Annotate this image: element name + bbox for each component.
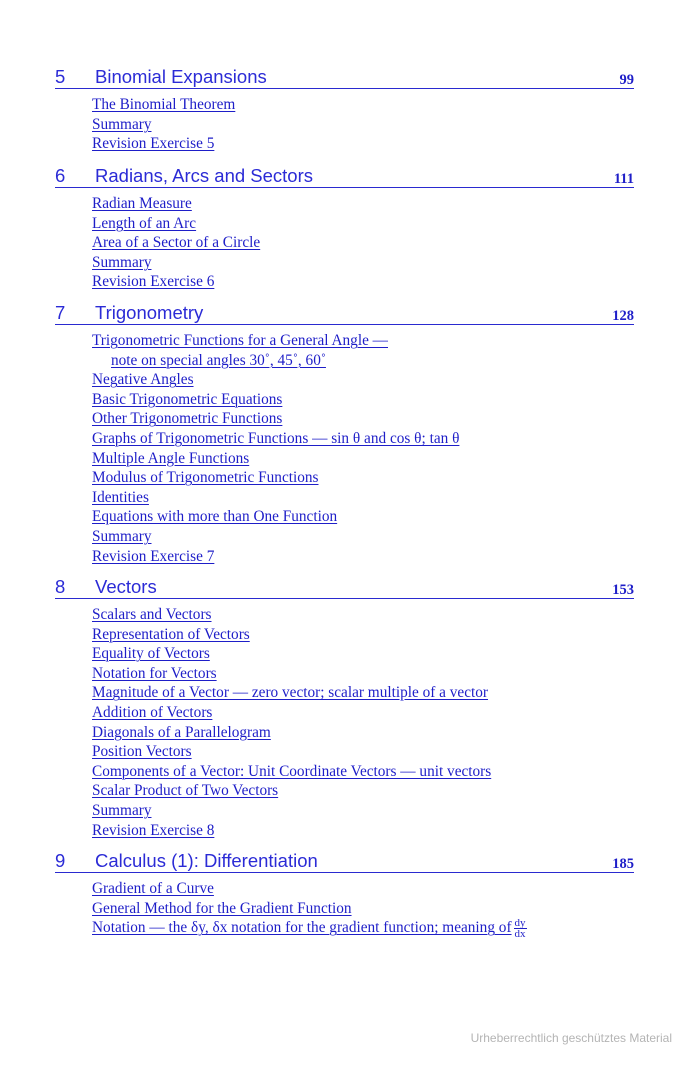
chapter-9 [55,850,634,941]
chapter-page-number: 185 [612,856,634,872]
section-link[interactable]: Trigonometric Functions for a General Angle — [92,332,388,349]
chapter-title: Radians, Arcs and Sectors [95,165,313,186]
section-link[interactable]: Revision Exercise 6 [92,273,215,291]
section-link[interactable]: Negative Angles [92,371,194,389]
section-link[interactable]: Identities [92,488,149,506]
section-list [92,95,634,154]
section-list [92,331,634,566]
chapter-heading[interactable] [55,66,634,89]
section-list [92,879,634,941]
chapter-heading[interactable] [55,165,634,188]
chapter-6 [55,165,634,292]
chapter-heading[interactable] [55,576,634,599]
section-link[interactable]: Other Trigonometric Functions [92,410,283,428]
section-link[interactable]: Summary [92,115,152,133]
section-link[interactable]: Notation — the δy, δx notation for the gradient function; meaning of $\frac{dy}{dx}$ [92,917,526,941]
chapter-7 [55,302,634,566]
section-link[interactable]: Basic Trigonometric Equations [92,390,283,408]
section-link[interactable]: Representation of Vectors [92,625,250,643]
section-link[interactable]: Notation for Vectors [92,664,217,682]
chapter-heading[interactable] [55,850,634,873]
fraction-denominator: dx [514,928,526,941]
section-link[interactable]: Graphs of Trigonometric Functions — sin θ and cos θ; tan θ [92,429,460,447]
chapter-page-number: 128 [612,308,634,324]
chapter-number: 5 [55,66,66,87]
fraction-numerator: dy [514,917,526,930]
section-link[interactable]: Summary [92,253,152,271]
chapter-page-number: 111 [613,171,634,187]
chapter-title: Calculus (1): Differentiation [95,850,318,871]
chapter-page-number: 99 [619,72,634,88]
section-link[interactable]: Diagonals of a Parallelogram [92,723,271,741]
section-link[interactable]: Summary [92,527,152,545]
section-list [92,194,634,292]
section-link[interactable]: Revision Exercise 7 [92,547,215,565]
section-link[interactable]: Equations with more than One Function [92,508,338,526]
chapter-heading[interactable] [55,302,634,325]
chapter-number: 6 [55,165,66,186]
section-link[interactable]: Length of an Arc [92,214,197,232]
section-list [92,605,634,840]
section-link[interactable]: Revision Exercise 8 [92,821,215,839]
chapter-number: 8 [55,576,66,597]
chapter-title: Binomial Expansions [95,66,267,87]
section-link[interactable]: Scalar Product of Two Vectors [92,782,279,800]
chapter-title: Vectors [95,576,157,597]
section-link[interactable]: Gradient of a Curve [92,880,214,897]
section-link[interactable]: Position Vectors [92,743,192,761]
section-link[interactable]: Multiple Angle Functions [92,449,250,467]
section-link[interactable]: The Binomial Theorem [92,96,236,113]
section-link[interactable]: Equality of Vectors [92,645,210,663]
chapter-number: 7 [55,302,66,323]
section-link[interactable]: Revision Exercise 5 [92,135,215,153]
section-link[interactable]: Scalars and Vectors [92,606,212,623]
chapter-page-number: 153 [612,582,634,598]
chapter-5 [55,66,634,154]
chapter-number: 9 [55,850,66,871]
section-link[interactable]: General Method for the Gradient Function [92,899,352,917]
section-link[interactable]: Magnitude of a Vector — zero vector; scalar multiple of a vector [92,684,489,702]
chapter-title: Trigonometry [95,302,204,323]
section-link[interactable]: Area of a Sector of a Circle [92,234,261,252]
chapter-8 [55,576,634,840]
dy-dx-fraction [514,918,527,939]
copyright-watermark: Urheberrechtlich geschütztes Material [470,1031,672,1045]
section-link[interactable]: Modulus of Trigonometric Functions [92,469,319,487]
section-link[interactable]: note on special angles 30˚, 45˚, 60˚ [111,351,326,369]
section-link[interactable]: Components of a Vector: Unit Coordinate Vectors — unit vectors [92,762,492,780]
section-link[interactable]: Addition of Vectors [92,703,213,721]
section-link[interactable]: Summary [92,801,152,819]
section-link[interactable]: Radian Measure [92,195,192,212]
